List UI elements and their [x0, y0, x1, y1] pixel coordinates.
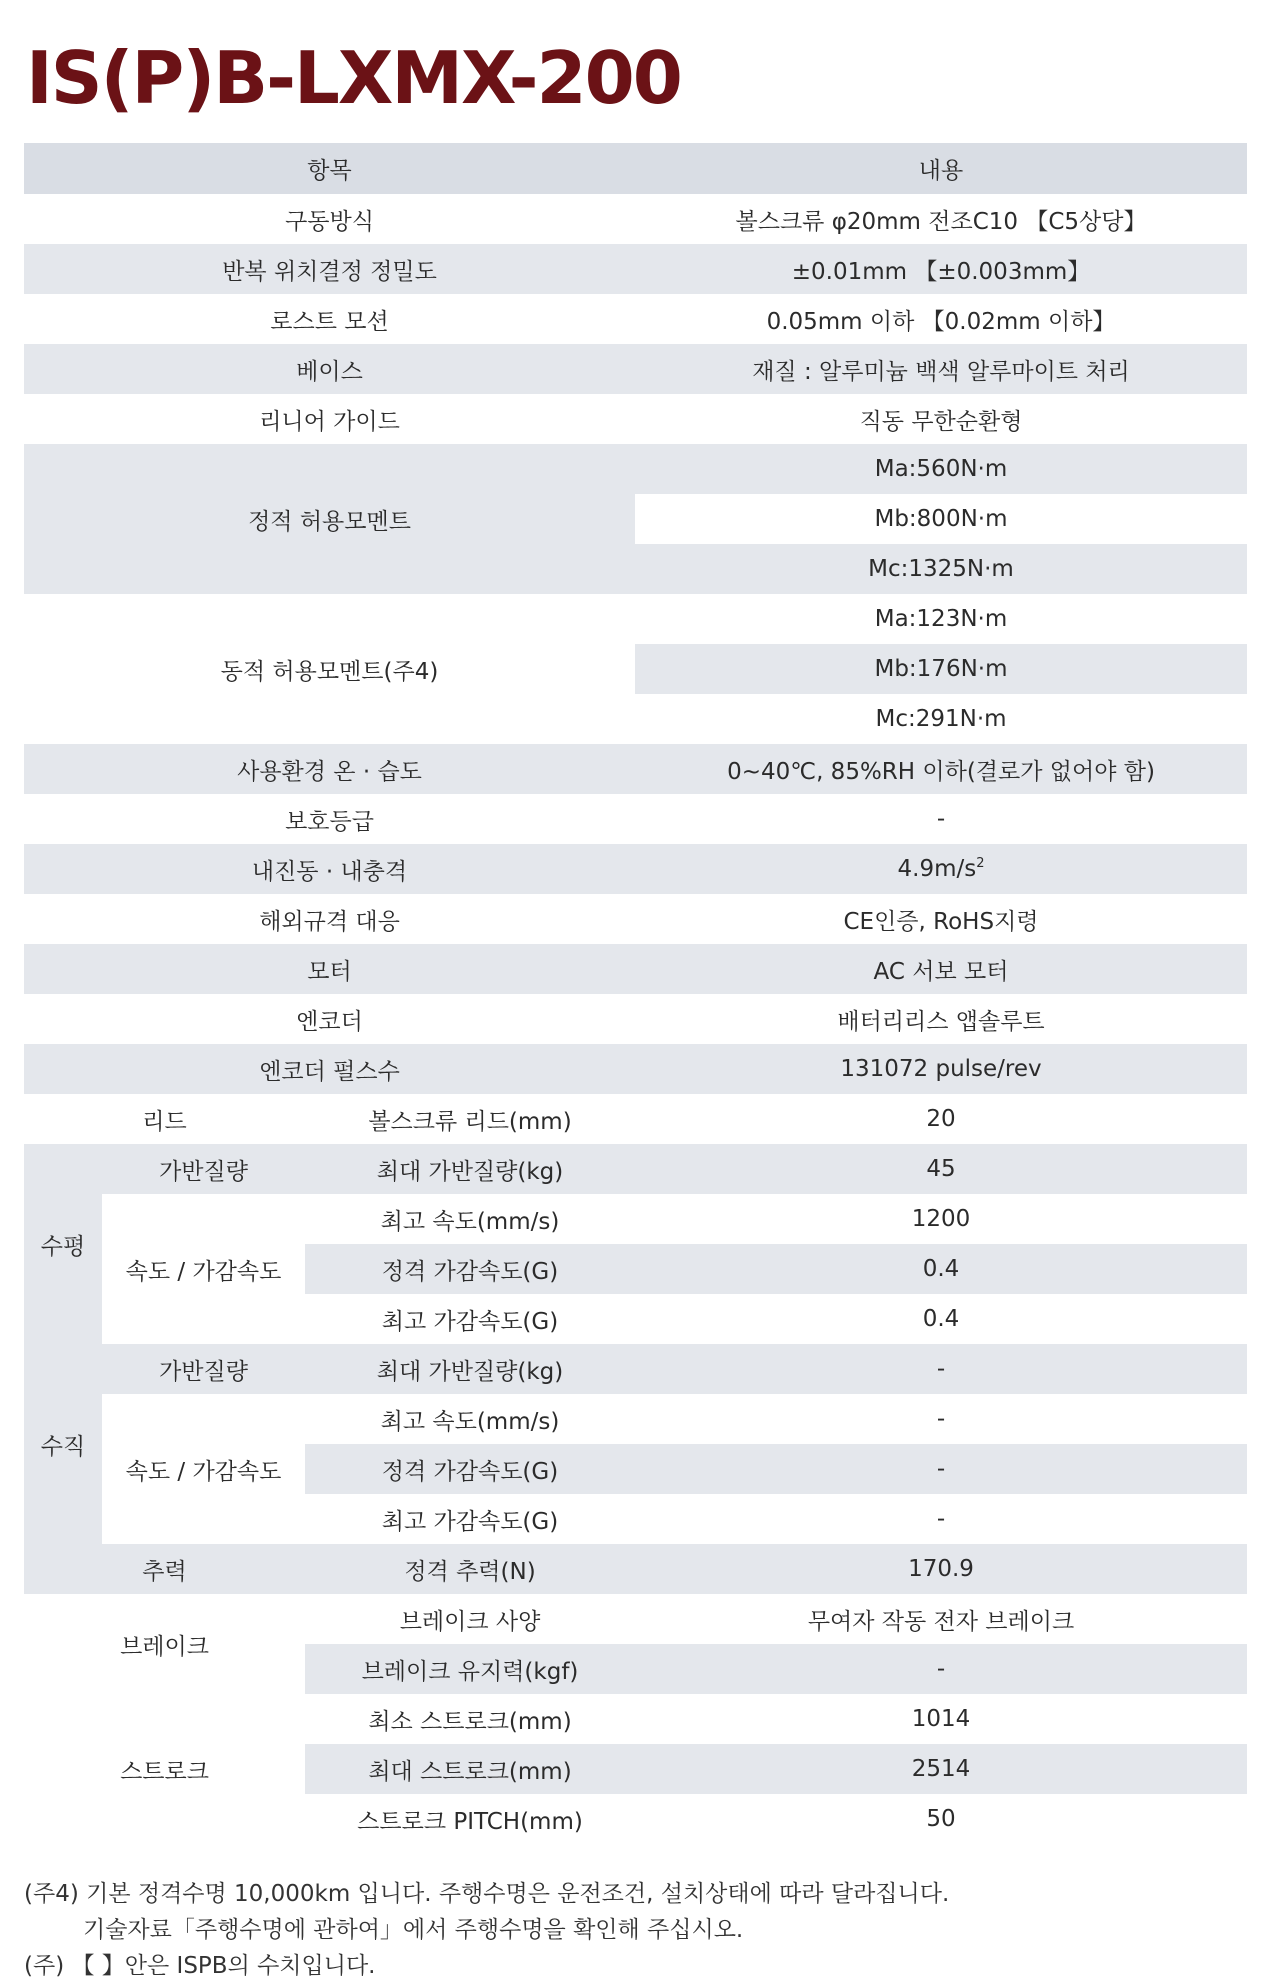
footnote-3: (주) 【 】안은 ISPB의 수치입니다. [24, 1953, 376, 1979]
static-moment-label: 정적 허용모멘트 [24, 444, 635, 594]
table-row [24, 194, 1247, 244]
lead-label: 리드 [142, 1108, 187, 1135]
stroke-value: 2514 [635, 1744, 1247, 1794]
brake-sub: 브레이크 유지력(kgf) [305, 1644, 635, 1694]
horizontal-speed-sub: 최고 속도(mm/s) [305, 1194, 635, 1244]
table-row [24, 844, 1247, 894]
row-value: AC 서보 모터 [873, 958, 1009, 985]
stroke-value: 50 [635, 1794, 1247, 1844]
row-label: 로스트 모션 [270, 308, 389, 335]
brake-value: - [635, 1644, 1247, 1694]
static-moment-ma: Ma:560N·m [635, 444, 1247, 494]
lead-value: 20 [926, 1106, 956, 1132]
vertical-speed-sub: 최고 속도(mm/s) [305, 1394, 635, 1444]
vibration-value: 4.9m/s [897, 856, 977, 882]
table-row [24, 1044, 1247, 1094]
table-header-row [24, 143, 1247, 194]
dynamic-moment-mb: Mb:176N·m [635, 644, 1247, 694]
thrust-value: 170.9 [908, 1556, 974, 1582]
row-value: 0~40℃, 85%RH 이하(결로가 없어야 함) [727, 758, 1155, 785]
row-value: CE인증, RoHS지령 [843, 908, 1039, 935]
row-label: 보호등급 [285, 808, 374, 835]
vertical-payload-value: - [635, 1344, 1247, 1394]
row-label: 내진동 · 내충격 [251, 858, 408, 885]
thrust-sub: 정격 추력(N) [404, 1558, 536, 1585]
row-label: 모터 [307, 958, 352, 985]
vertical-payload-label: 가반질량 [102, 1344, 305, 1394]
stroke-sub: 최대 스트로크(mm) [305, 1744, 635, 1794]
row-label: 엔코더 [296, 1008, 363, 1035]
row-label: 베이스 [296, 358, 363, 385]
spec-table [24, 143, 1247, 1844]
table-row [24, 294, 1247, 344]
table-row [24, 894, 1247, 944]
row-value: 131072 pulse/rev [840, 1056, 1042, 1082]
vertical-label: 수직 [24, 1344, 102, 1544]
lead-sub: 볼스크류 리드(mm) [368, 1108, 572, 1135]
horizontal-label: 수평 [24, 1144, 102, 1344]
row-value: 재질 : 알루미늄 백색 알루마이트 처리 [752, 358, 1130, 385]
dynamic-moment-mc: Mc:291N·m [635, 694, 1247, 744]
vertical-speed-sub: 정격 가감속도(G) [305, 1444, 635, 1494]
table-row [24, 394, 1247, 444]
thrust-label: 추력 [142, 1558, 187, 1585]
table-row [24, 444, 1247, 494]
header-item: 항목 [24, 143, 635, 194]
table-row [24, 1594, 1247, 1644]
table-row [24, 944, 1247, 994]
row-label: 반복 위치결정 정밀도 [222, 258, 437, 285]
table-row [24, 1094, 1247, 1144]
dynamic-moment-ma: Ma:123N·m [635, 594, 1247, 644]
table-row [24, 594, 1247, 644]
stroke-sub: 최소 스트로크(mm) [305, 1694, 635, 1744]
table-row [24, 244, 1247, 294]
table-row [24, 1394, 1247, 1444]
footnotes [24, 1876, 949, 1984]
stroke-label: 스트로크 [24, 1694, 305, 1844]
horizontal-speed-sub: 최고 가감속도(G) [305, 1294, 635, 1344]
brake-value: 무여자 작동 전자 브레이크 [635, 1594, 1247, 1644]
footnote-2: 기술자료「주행수명에 관하여」에서 주행수명을 확인해 주십시오. [83, 1917, 744, 1943]
table-row [24, 1144, 1247, 1194]
table-row [24, 1344, 1247, 1394]
row-value [635, 844, 1247, 894]
static-moment-mb: Mb:800N·m [635, 494, 1247, 544]
table-row [24, 994, 1247, 1044]
horizontal-payload-label: 가반질량 [102, 1144, 305, 1194]
stroke-value: 1014 [635, 1694, 1247, 1744]
row-label: 해외규격 대응 [259, 908, 400, 935]
row-value: ±0.01mm 【±0.003mm】 [791, 258, 1091, 285]
horizontal-payload-sub: 최대 가반질량(kg) [305, 1144, 635, 1194]
row-value: 볼스크류 φ20mm 전조C10 【C5상당】 [735, 208, 1147, 235]
dynamic-moment-label: 동적 허용모멘트(주4) [24, 594, 635, 744]
vertical-speed-value: - [635, 1494, 1247, 1544]
row-label: 엔코더 펄스수 [259, 1058, 400, 1085]
row-label: 구동방식 [285, 208, 374, 235]
brake-label: 브레이크 [24, 1594, 305, 1694]
table-row [24, 344, 1247, 394]
vertical-payload-sub: 최대 가반질량(kg) [305, 1344, 635, 1394]
table-row [24, 1544, 1247, 1594]
row-label: 사용환경 온 · 습도 [237, 758, 422, 785]
row-value: 0.05mm 이하 【0.02mm 이하】 [766, 308, 1116, 335]
table-row [24, 794, 1247, 844]
row-value: 직동 무한순환형 [859, 408, 1023, 435]
static-moment-mc: Mc:1325N·m [635, 544, 1247, 594]
header-content: 내용 [635, 143, 1247, 194]
page-title: IS(P)B-LXMX-200 [26, 36, 681, 120]
table-row [24, 1694, 1247, 1744]
horizontal-speed-label: 속도 / 가감속도 [102, 1194, 305, 1344]
vertical-speed-sub: 최고 가감속도(G) [305, 1494, 635, 1544]
horizontal-speed-sub: 정격 가감속도(G) [305, 1244, 635, 1294]
table-row [24, 1194, 1247, 1244]
table-row [24, 744, 1247, 794]
horizontal-speed-value: 0.4 [635, 1294, 1247, 1344]
horizontal-speed-value: 0.4 [635, 1244, 1247, 1294]
vertical-speed-label: 속도 / 가감속도 [102, 1394, 305, 1544]
brake-sub: 브레이크 사양 [305, 1594, 635, 1644]
footnote-1: (주4) 기본 정격수명 10,000km 입니다. 주행수명은 운전조건, 설치상태에 따라 달라집니다. [24, 1881, 950, 1907]
stroke-sub: 스트로크 PITCH(mm) [305, 1794, 635, 1844]
horizontal-payload-value: 45 [635, 1144, 1247, 1194]
superscript: 2 [976, 856, 985, 871]
row-value: - [936, 806, 946, 832]
vertical-speed-value: - [635, 1444, 1247, 1494]
row-value: 배터리리스 앱솔루트 [837, 1008, 1045, 1035]
horizontal-speed-value: 1200 [635, 1194, 1247, 1244]
row-label: 리니어 가이드 [259, 408, 400, 435]
vertical-speed-value: - [635, 1394, 1247, 1444]
